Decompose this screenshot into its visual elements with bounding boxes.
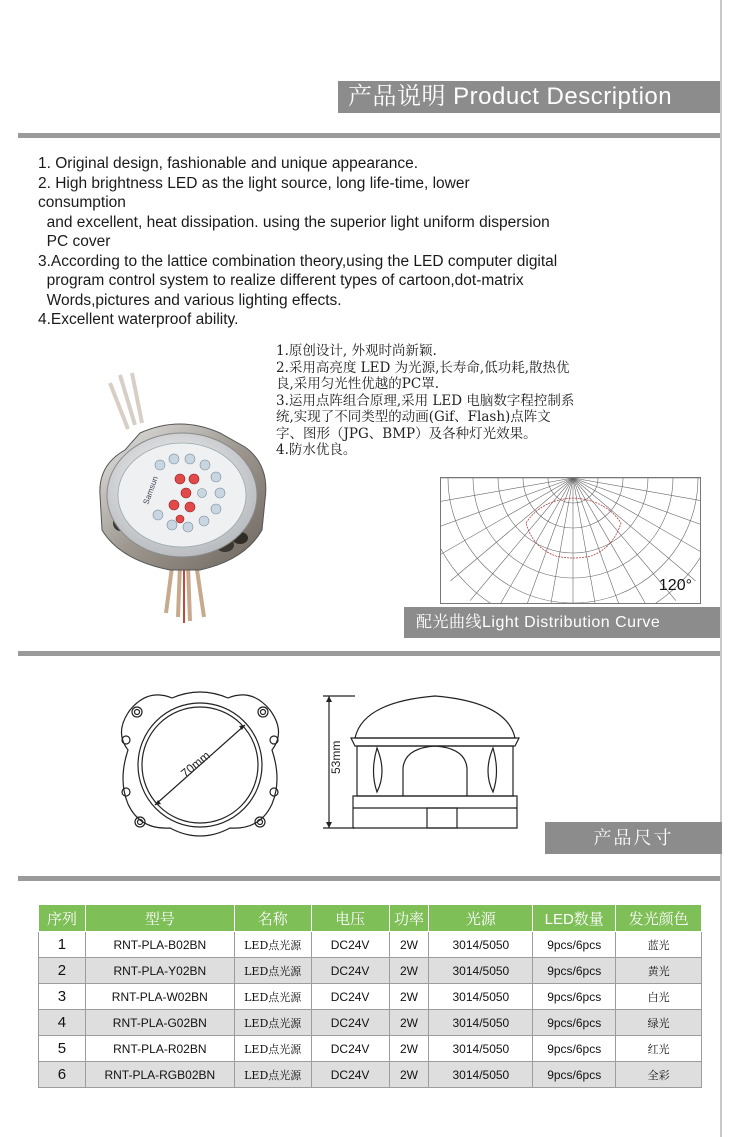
table-cell: 2W (389, 1036, 429, 1062)
table-cell: 2W (389, 958, 429, 984)
table-cell: 2W (389, 1062, 429, 1088)
desc-en-line: 1. Original design, fashionable and unique appearance. (38, 155, 419, 172)
beam-angle-label: 120° (658, 577, 692, 594)
desc-en-line: PC cover (38, 233, 111, 250)
table-cell: 9pcs/6pcs (533, 1010, 616, 1036)
desc-cn-line: 4.防水优良。 (276, 442, 357, 458)
table-cell: LED点光源 (234, 1036, 311, 1062)
table-cell: DC24V (311, 1036, 389, 1062)
side-view-drawing (315, 688, 545, 838)
col-header: 发光颜色 (616, 905, 702, 932)
polar-ray (573, 478, 653, 603)
table-cell: 3014/5050 (429, 1010, 533, 1036)
diameter-label: 70mm (178, 748, 213, 781)
table-row (39, 932, 702, 958)
polar-ray (441, 478, 573, 558)
brand-text: Samsun (141, 475, 160, 506)
table-cell: 2W (389, 1010, 429, 1036)
divider (18, 133, 720, 138)
table-cell: 3014/5050 (429, 984, 533, 1010)
polar-ray (450, 478, 573, 581)
table-cell: 3014/5050 (429, 958, 533, 984)
table-cell: 3 (39, 984, 86, 1010)
divider (18, 651, 720, 656)
table-cell: LED点光源 (234, 1062, 311, 1088)
col-header: 电压 (311, 905, 389, 932)
desc-en-line: consumption (38, 194, 126, 211)
desc-en-line: program control system to realize different types of cartoon,dot-matrix (38, 272, 524, 289)
table-cell: 6 (39, 1062, 86, 1088)
spec-table (38, 904, 702, 1088)
table-cell: 9pcs/6pcs (533, 958, 616, 984)
table-cell: LED点光源 (234, 984, 311, 1010)
desc-en-line: 3.According to the lattice combination theory,using the LED computer digital (38, 252, 558, 270)
table-row (39, 1010, 702, 1036)
table-header-row (39, 905, 702, 932)
divider (18, 876, 720, 881)
polar-ray (573, 478, 700, 506)
product-description-title: 产品说明 Product Description (338, 81, 720, 113)
table-cell: RNT-PLA-R02BN (85, 1036, 234, 1062)
table-cell: 3014/5050 (429, 1036, 533, 1062)
table-cell: 9pcs/6pcs (533, 984, 616, 1010)
table-cell: 白光 (616, 984, 702, 1010)
product-photo (80, 355, 280, 625)
light-distribution-chart (440, 477, 701, 604)
table-cell: 2W (389, 984, 429, 1010)
description-cn (276, 343, 686, 459)
table-cell: 9pcs/6pcs (533, 932, 616, 958)
table-cell: DC24V (311, 984, 389, 1010)
col-header: 名称 (234, 905, 311, 932)
polar-ray (573, 478, 601, 603)
col-header: LED数量 (533, 905, 616, 932)
height-label: 53mm (329, 740, 343, 774)
desc-cn-line: 统,实现了不同类型的动画(Gif、Flash)点阵文 (276, 409, 551, 425)
table-cell: 绿光 (616, 1010, 702, 1036)
table-cell: 3014/5050 (429, 1062, 533, 1088)
polar-ray (573, 478, 696, 581)
col-header: 型号 (85, 905, 234, 932)
table-row (39, 1062, 702, 1088)
top-view-drawing (100, 680, 300, 850)
table-cell: DC24V (311, 1062, 389, 1088)
desc-en-line: 2. High brightness LED as the light source, long life-time, lower (38, 174, 470, 192)
desc-en-line: and excellent, heat dissipation. using the superior light uniform dispersion (38, 213, 550, 231)
desc-cn-line: 良,采用匀光性优越的PC罩. (276, 376, 439, 392)
page-right-border (720, 0, 722, 1137)
desc-cn-line: 3.运用点阵组合原理,采用 LED 电脑数字程控制系 (276, 392, 575, 409)
table-cell: RNT-PLA-G02BN (85, 1010, 234, 1036)
table-cell: 全彩 (616, 1062, 702, 1088)
desc-en-line: 4.Excellent waterproof ability. (38, 311, 239, 328)
table-row (39, 1036, 702, 1062)
table-row (39, 984, 702, 1010)
desc-en-line: Words,pictures and various lighting effects. (38, 291, 342, 309)
polar-ray (470, 478, 573, 601)
polar-ray (441, 478, 573, 533)
table-cell: 5 (39, 1036, 86, 1062)
desc-cn-line: 字、图形（JPG、BMP）及各种灯光效果。 (276, 425, 537, 442)
table-cell: 3014/5050 (429, 932, 533, 958)
table-cell: 红光 (616, 1036, 702, 1062)
table-cell: DC24V (311, 932, 389, 958)
table-cell: DC24V (311, 958, 389, 984)
polar-ray (493, 478, 573, 603)
table-cell: RNT-PLA-Y02BN (85, 958, 234, 984)
table-cell: 9pcs/6pcs (533, 1036, 616, 1062)
description-en (38, 154, 688, 330)
table-cell: 2W (389, 932, 429, 958)
table-cell: 9pcs/6pcs (533, 1062, 616, 1088)
table-cell: LED点光源 (234, 958, 311, 984)
table-cell: RNT-PLA-RGB02BN (85, 1062, 234, 1088)
table-cell: 4 (39, 1010, 86, 1036)
col-header: 序列 (39, 905, 86, 932)
col-header: 功率 (389, 905, 429, 932)
table-cell: 2 (39, 958, 86, 984)
light-distribution-label: 配光曲线Light Distribution Curve (404, 607, 720, 638)
table-cell: DC24V (311, 1010, 389, 1036)
desc-cn-line: 1.原创设计, 外观时尚新颖. (276, 343, 437, 359)
table-cell: LED点光源 (234, 932, 311, 958)
table-cell: 黄光 (616, 958, 702, 984)
product-size-label: 产品尺寸 (545, 822, 722, 854)
table-cell: LED点光源 (234, 1010, 311, 1036)
table-cell: 蓝光 (616, 932, 702, 958)
col-header: 光源 (429, 905, 533, 932)
table-cell: RNT-PLA-B02BN (85, 932, 234, 958)
table-row (39, 958, 702, 984)
table-cell: RNT-PLA-W02BN (85, 984, 234, 1010)
table-cell: 1 (39, 932, 86, 958)
polar-ray (545, 478, 573, 603)
desc-cn-line: 2.采用高亮度 LED 为光源,长寿命,低功耗,散热优 (276, 359, 570, 376)
